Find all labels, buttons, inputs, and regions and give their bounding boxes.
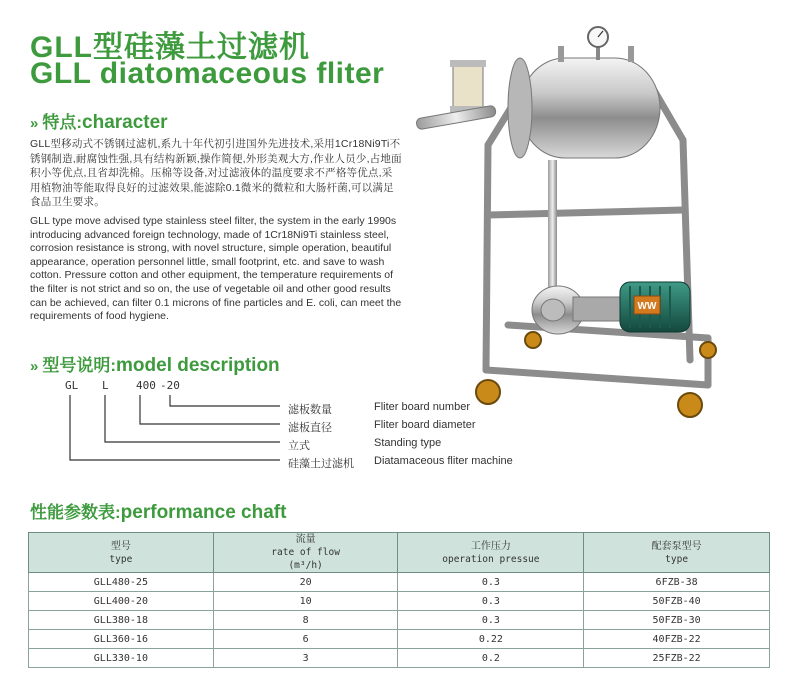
- model-code-part: -20: [160, 379, 180, 392]
- table-row: [29, 573, 770, 592]
- cell-pump: 6FZB-38: [584, 573, 770, 592]
- cell-flow: 6: [213, 630, 398, 649]
- header-type: 型号 type: [29, 533, 214, 573]
- cell-flow: 10: [213, 592, 398, 611]
- motor-badge: WW: [637, 301, 657, 312]
- cell-pressure: 0.2: [398, 649, 584, 668]
- model-code-part: GL: [65, 379, 79, 392]
- header-pressure: 工作压力 operation pressue: [398, 533, 584, 573]
- table-row: [29, 649, 770, 668]
- model-item-en: Diatamaceous fliter machine: [374, 455, 513, 467]
- header-pump-type: 配套泵型号 type: [584, 533, 770, 573]
- character-text-cn: GLL型移动式不锈钢过滤机,系九十年代初引进国外先进技术,采用1Cr18Ni9Ti不锈钢制造,耐腐蚀性强,具有结构新颖,操作简便,外形美观大方,作业人员少,占地面积小等优点,且省却洗棉。压棉等设备,对过滤液体的温度要求不严格等优点,采用植物油等能取得良好的过滤效果,能滤除0.1微米的微粒和大肠杆菌,可以满足食品卫生要求。: [30, 138, 402, 209]
- cell-pump: 50FZB-30: [584, 611, 770, 630]
- character-heading: » 特点:character: [30, 112, 168, 133]
- cell-pump: 50FZB-40: [584, 592, 770, 611]
- cell-type: GLL360-16: [29, 630, 214, 649]
- cell-type: GLL380-18: [29, 611, 214, 630]
- cell-pressure: 0.3: [398, 611, 584, 630]
- title-en: GLL diatomaceous fliter: [30, 57, 385, 90]
- model-heading: » 型号说明:model description: [30, 355, 280, 376]
- model-item-cn: 硅藻土过滤机: [288, 458, 354, 470]
- cell-type: GLL400-20: [29, 592, 214, 611]
- cell-pressure: 0.22: [398, 630, 584, 649]
- model-item-en: Fliter board number: [374, 401, 470, 413]
- table-row: [29, 592, 770, 611]
- title-cn: GLL型硅藻土过滤机: [30, 31, 310, 64]
- character-text-en: GLL type move advised type stainless steel filter, the system in the early 1990s introducing advanced foreign technology, made of 1Cr18Ni9Ti stainless steel, corrosion resistance is strong, with novel structure, simple operation, beautiful appearance, operation personnel little, small footprint, etc. and save to wash cotton. Pressure cotton and other equipment, the temperature requirements of the filter is not strict and so on, the use of vegetable oil and other good results can be achieved, can filter 0.1 microns of fine particles and E. coli, can meet the requirements of food hygiene.: [30, 215, 402, 323]
- filter-machine-image: [408, 20, 728, 430]
- cell-pump: 40FZB-22: [584, 630, 770, 649]
- table-header-row: [29, 533, 770, 573]
- cell-type: GLL480-25: [29, 573, 214, 592]
- cell-flow: 8: [213, 611, 398, 630]
- cell-flow: 3: [213, 649, 398, 668]
- double-chevron-icon: »: [30, 115, 39, 132]
- cell-pump: 25FZB-22: [584, 649, 770, 668]
- model-code-part: L: [102, 379, 109, 392]
- performance-heading: 性能参数表:performance chaft: [30, 502, 287, 523]
- double-chevron-icon: »: [30, 358, 39, 375]
- table-row: [29, 630, 770, 649]
- model-item-cn: 滤板数量: [288, 404, 332, 416]
- model-item-cn: 立式: [288, 440, 310, 452]
- cell-type: GLL330-10: [29, 649, 214, 668]
- performance-table: [28, 532, 770, 668]
- cell-pressure: 0.3: [398, 573, 584, 592]
- model-item-en: Standing type: [374, 437, 442, 449]
- table-row: [29, 611, 770, 630]
- model-item-en: Fliter board diameter: [374, 419, 476, 431]
- cell-pressure: 0.3: [398, 592, 584, 611]
- cell-flow: 20: [213, 573, 398, 592]
- header-flow: 流量 rate of flow (m³/h): [213, 533, 398, 573]
- model-code-part: 400: [136, 379, 156, 392]
- model-item-cn: 滤板直径: [288, 422, 332, 434]
